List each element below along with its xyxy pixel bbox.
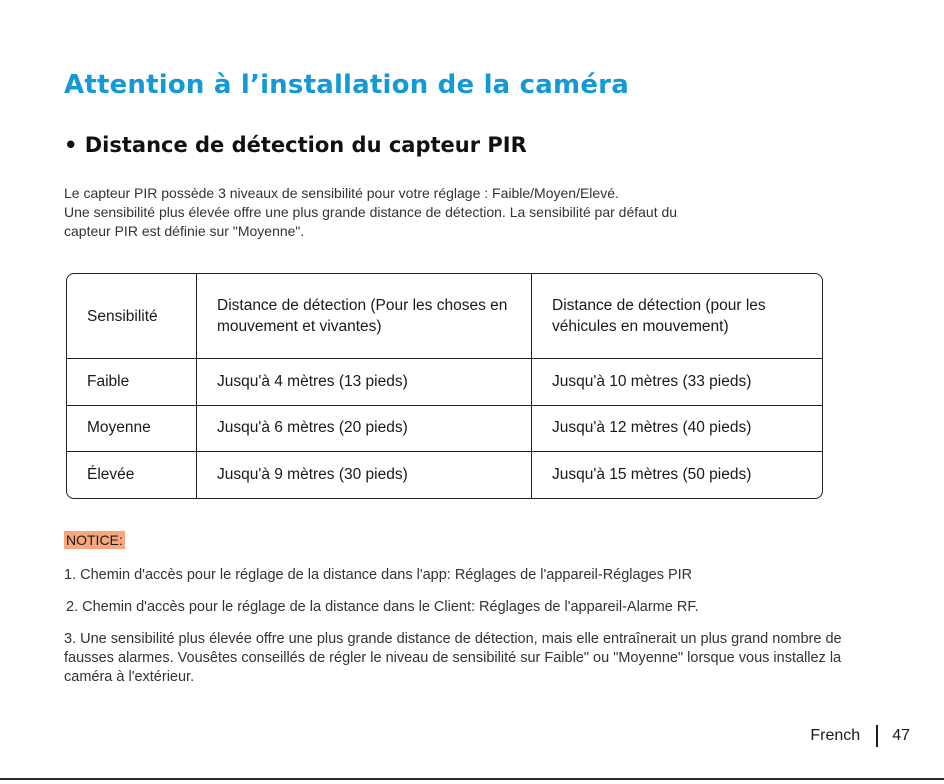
table-row xyxy=(67,405,822,451)
sensitivity-table xyxy=(66,273,823,499)
table-cell: Jusqu'à 4 mètres (13 pieds) xyxy=(197,359,532,405)
table-cell: Jusqu'à 6 mètres (20 pieds) xyxy=(197,405,532,451)
notice-list xyxy=(64,566,884,700)
footer-divider xyxy=(876,725,878,747)
header-vehicle-distance: Distance de détection (pour les véhicules en mouvement) xyxy=(532,274,823,359)
page-title: Attention à l’installation de la caméra xyxy=(64,70,629,100)
header-living-distance: Distance de détection (Pour les choses en mouvement et vivantes) xyxy=(197,274,532,359)
list-item: 3. Une sensibilité plus élevée offre une plus grande distance de détection, mais elle entraînerait un plus grand nombre de fausses alarmes. Vousêtes conseillés de régler le niveau de sensibilité sur Faible" ou "Moyenne" lorsque vous installez la caméra à l'extérieur. xyxy=(64,631,842,685)
table-row xyxy=(67,452,822,498)
table-cell: Jusqu'à 9 mètres (30 pieds) xyxy=(197,452,532,498)
table-header-row xyxy=(67,274,822,359)
intro-line: Une sensibilité plus élevée offre une plus grande distance de détection. La sensibilité par défaut du xyxy=(64,204,678,220)
intro-line: Le capteur PIR possède 3 niveaux de sensibilité pour votre réglage : Faible/Moyen/Elevé. xyxy=(64,185,619,201)
table-cell: Jusqu'à 15 mètres (50 pieds) xyxy=(532,452,823,498)
table-cell: Jusqu'à 10 mètres (33 pieds) xyxy=(532,359,823,405)
footer-language: French xyxy=(810,727,861,744)
table-row xyxy=(67,359,822,405)
table-cell: Faible xyxy=(67,359,197,405)
page-number: 47 xyxy=(892,727,910,744)
bottom-divider xyxy=(0,778,944,780)
page-footer xyxy=(810,725,910,747)
sensitivity-table-grid xyxy=(67,274,822,498)
intro-paragraph xyxy=(64,184,884,241)
table-cell: Jusqu'à 12 mètres (40 pieds) xyxy=(532,405,823,451)
list-item: 1. Chemin d'accès pour le réglage de la distance dans l'app: Réglages de l'appareil-Réglages PIR xyxy=(64,567,693,583)
header-sensitivity: Sensibilité xyxy=(67,274,197,359)
section-heading: • Distance de détection du capteur PIR xyxy=(64,133,527,157)
notice-label: NOTICE: xyxy=(66,532,123,548)
table-cell: Élevée xyxy=(67,452,197,498)
intro-line: capteur PIR est définie sur "Moyenne". xyxy=(64,223,305,239)
list-item: 2. Chemin d'accès pour le réglage de la distance dans le Client: Réglages de l'appareil-Alarme RF. xyxy=(66,599,699,615)
table-cell: Moyenne xyxy=(67,405,197,451)
